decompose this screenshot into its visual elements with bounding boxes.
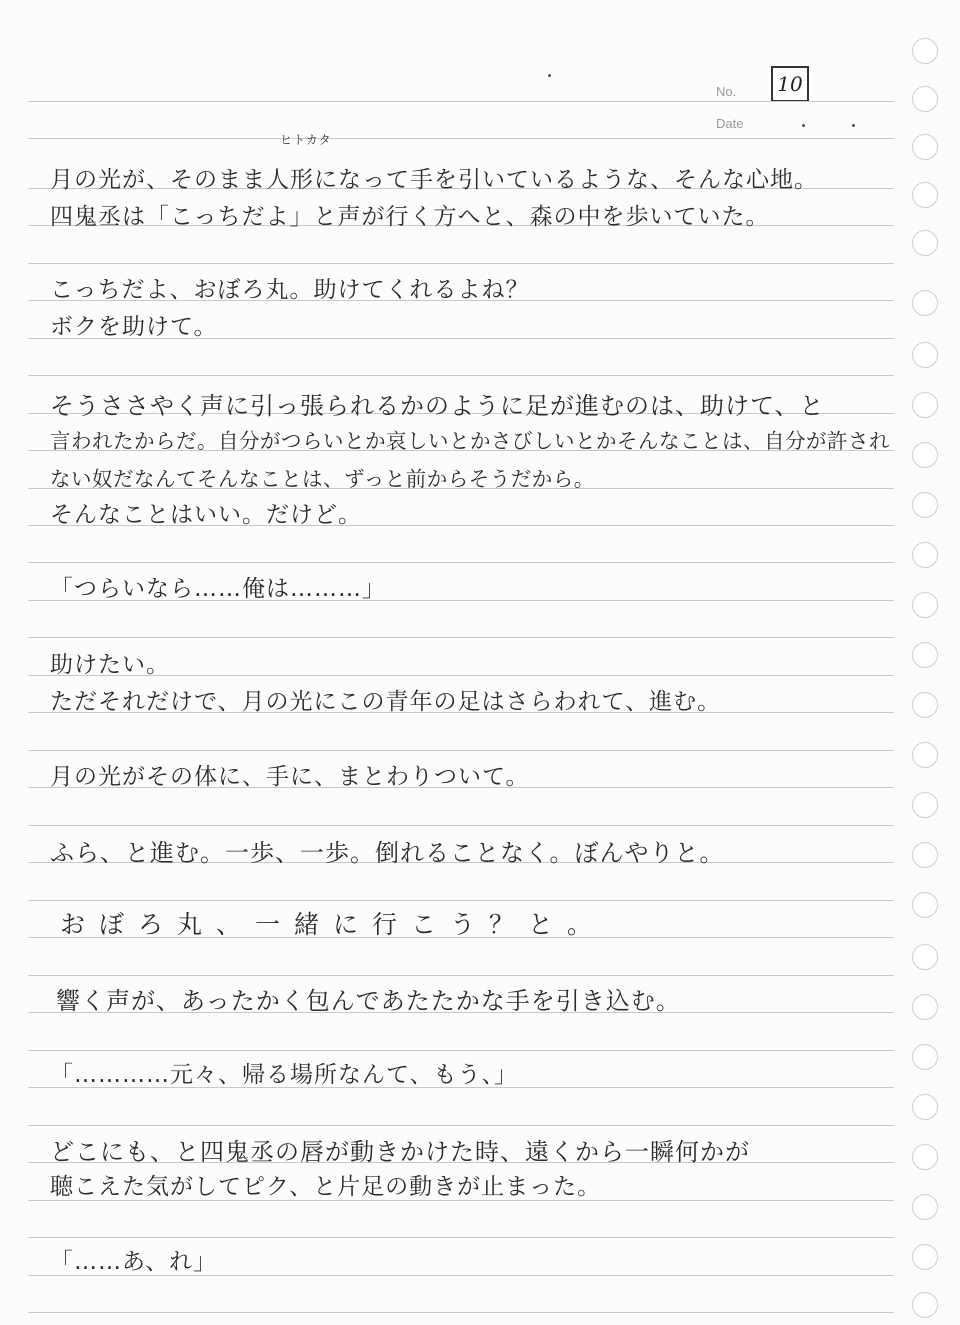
binder-hole	[912, 1194, 938, 1220]
ruled-line	[28, 562, 894, 563]
binder-hole	[912, 1094, 938, 1120]
binder-hole	[912, 182, 938, 208]
paper-speck	[548, 74, 551, 77]
binder-hole	[912, 944, 938, 970]
binder-hole	[912, 1144, 938, 1170]
ruled-line	[28, 1237, 894, 1238]
binder-hole	[912, 290, 938, 316]
binder-hole	[912, 342, 938, 368]
binder-hole	[912, 642, 938, 668]
text-line: 助けたい。	[50, 652, 170, 678]
text-line: 月の光がその体に、手に、まとわりついて。	[50, 764, 530, 790]
ruled-line	[28, 637, 894, 638]
text-line: こっちだよ、おぼろ丸。助けてくれるよね？	[50, 277, 530, 303]
binder-hole	[912, 892, 938, 918]
binder-hole	[912, 134, 938, 160]
ruled-line	[28, 1050, 894, 1051]
text-line: ボクを助けて。	[50, 314, 218, 340]
binder-hole	[912, 230, 938, 256]
dialogue-line: 「…………元々、帰る場所なんて、もう、」	[50, 1062, 519, 1088]
binder-hole	[912, 994, 938, 1020]
binder-hole	[912, 692, 938, 718]
text-line: 月の光が、そのまま人形になって手を引いているような、そんな心地。	[50, 167, 818, 193]
text-line: そんなことはいい。だけど。	[50, 502, 362, 528]
binder-hole	[912, 742, 938, 768]
text-line: どこにも、と四鬼丞の唇が動きかけた時、遠くから一瞬何かが	[50, 1138, 750, 1166]
text-line: ただそれだけで、月の光にこの青年の足はさらわれて、進む。	[50, 689, 722, 715]
paper-speck	[802, 124, 805, 127]
text-line: 響く声が、あったかく包んであたたかな手を引き込む。	[56, 987, 681, 1015]
binder-hole	[912, 492, 938, 518]
ruled-line	[28, 900, 894, 901]
no-label: No.	[716, 84, 737, 99]
binder-hole	[912, 542, 938, 568]
binder-hole	[912, 792, 938, 818]
text-line: 四鬼丞は「こっちだよ」と声が行く方へと、森の中を歩いていた。	[50, 204, 770, 230]
furigana: ヒトカタ	[280, 133, 332, 147]
binder-hole	[912, 86, 938, 112]
text-line: 言われたからだ。自分がつらいとか哀しいとかさびしいとかそんなことは、自分が許されない奴だなんてそんなことは、ずっと前からそうだから。	[50, 429, 890, 491]
page-number: 10	[771, 66, 809, 102]
ruled-line	[28, 263, 894, 264]
ruled-line	[28, 375, 894, 376]
text-line: 聴こえた気がしてピク、と片足の動きが止まった。	[50, 1174, 602, 1200]
binder-hole	[912, 1292, 938, 1318]
binder-hole	[912, 392, 938, 418]
ruled-line	[28, 101, 894, 102]
date-label: Date	[716, 116, 744, 131]
ruled-line	[28, 138, 894, 139]
ruled-line	[28, 1125, 894, 1126]
binder-hole	[912, 1044, 938, 1070]
binder-hole	[912, 842, 938, 868]
dialogue-line: 「……あ、れ」	[50, 1249, 218, 1275]
ruled-line	[28, 975, 894, 976]
binder-hole	[912, 1244, 938, 1270]
ruled-line	[28, 825, 894, 826]
binder-hole	[912, 38, 938, 64]
text-line: おぼろ丸、一緒に行こう？と。	[60, 910, 607, 939]
dialogue-line: 「つらいなら……俺は………」	[50, 576, 386, 602]
text-line: ふら、と進む。一歩、一歩。倒れることなく。ぼんやりと。	[50, 839, 725, 867]
paper-speck	[852, 124, 855, 127]
ruled-line	[28, 750, 894, 751]
ruled-line	[28, 1312, 894, 1313]
text-line: そうささやく声に引っ張られるかのように足が進むのは、助けて、と	[50, 392, 825, 420]
binder-hole	[912, 592, 938, 618]
binder-hole	[912, 442, 938, 468]
